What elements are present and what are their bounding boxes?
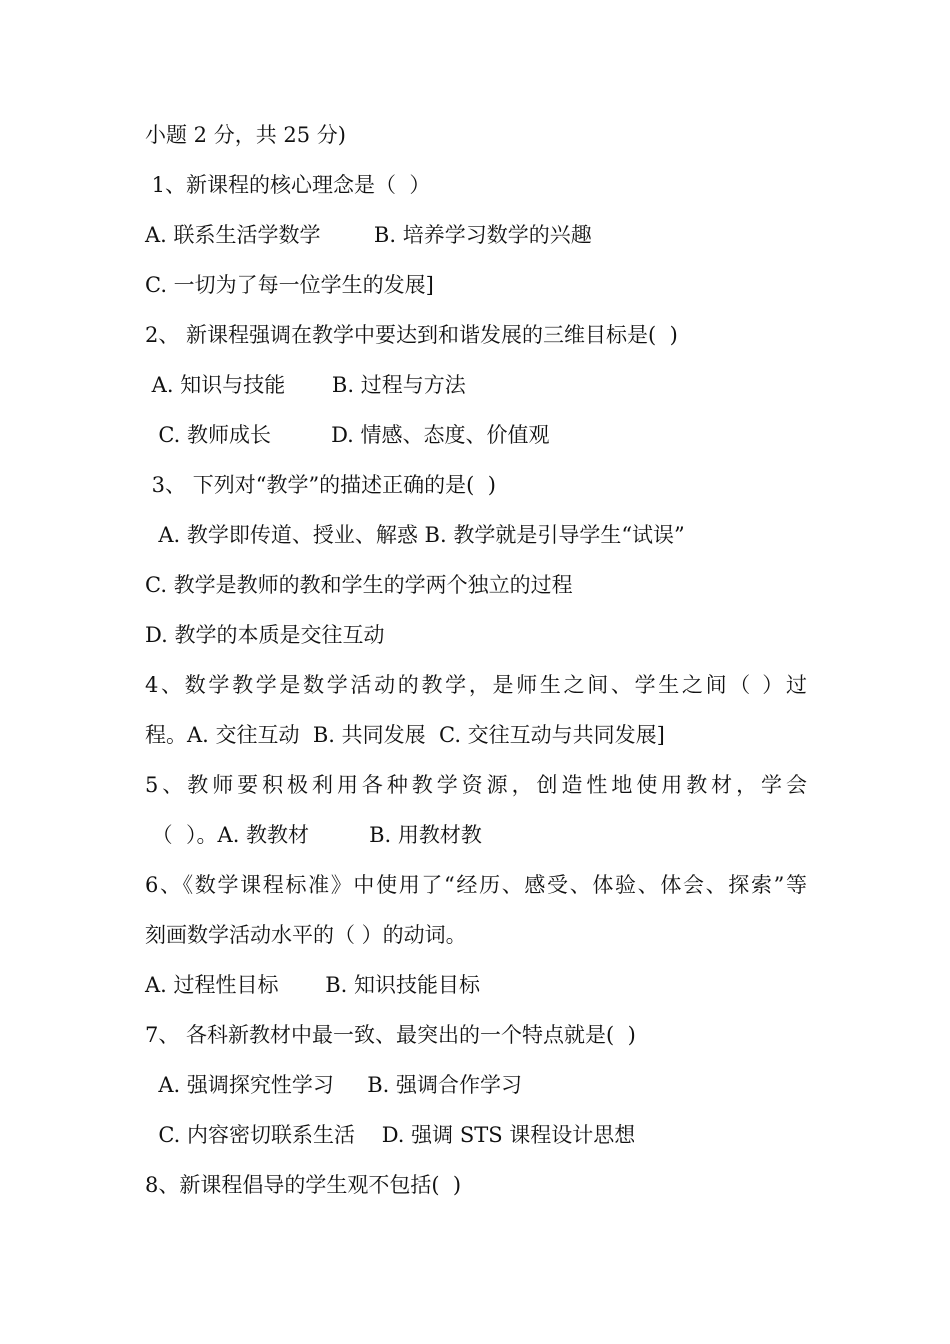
question-2: 2、 新课程强调在教学中要达到和谐发展的三维目标是( ) xyxy=(145,323,678,347)
question-6: 6、《数学课程标准》中使用了“经历、感受、体验、体会、探索”等 xyxy=(145,873,807,897)
question-1-options-ab: A. 联系生活学数学 B. 培养学习数学的兴趣 xyxy=(145,223,592,247)
section-header-fragment: 小题 2 分，共 25 分) xyxy=(145,123,346,147)
question-6-continued: 刻画数学活动水平的（ ）的动词。 xyxy=(145,923,467,947)
question-5: 5、教师要积极利用各种教学资源，创造性地使用教材，学会 xyxy=(145,773,807,797)
question-1-option-c: C. 一切为了每一位学生的发展] xyxy=(145,273,434,297)
question-3-option-c: C. 教学是教师的教和学生的学两个独立的过程 xyxy=(145,573,573,597)
question-3-option-d: D. 教学的本质是交往互动 xyxy=(145,623,385,647)
question-3-options-ab: A. 教学即传道、授业、解惑 B. 教学就是引导学生“试误” xyxy=(145,523,685,547)
question-1: 1、新课程的核心理念是（ ） xyxy=(145,173,431,197)
question-2-options-ab: A. 知识与技能 B. 过程与方法 xyxy=(145,373,466,397)
question-7-options-cd: C. 内容密切联系生活 D. 强调 STS 课程设计思想 xyxy=(145,1123,636,1147)
question-3: 3、 下列对“教学”的描述正确的是( ) xyxy=(145,473,496,497)
question-8: 8、新课程倡导的学生观不包括( ) xyxy=(145,1173,462,1197)
question-2-options-cd: C. 教师成长 D. 情感、态度、价值观 xyxy=(145,423,550,447)
question-4-options: 程。A. 交往互动 B. 共同发展 C. 交往互动与共同发展] xyxy=(145,723,665,747)
question-4: 4、数学教学是数学活动的教学，是师生之间、学生之间（ ）过 xyxy=(145,673,807,697)
question-7-options-ab: A. 强调探究性学习 B. 强调合作学习 xyxy=(145,1073,523,1097)
question-6-options: A. 过程性目标 B. 知识技能目标 xyxy=(145,973,481,997)
question-7: 7、 各科新教材中最一致、最突出的一个特点就是( ) xyxy=(145,1023,636,1047)
question-5-options: （ ）。A. 教教材 B. 用教材教 xyxy=(145,823,482,847)
